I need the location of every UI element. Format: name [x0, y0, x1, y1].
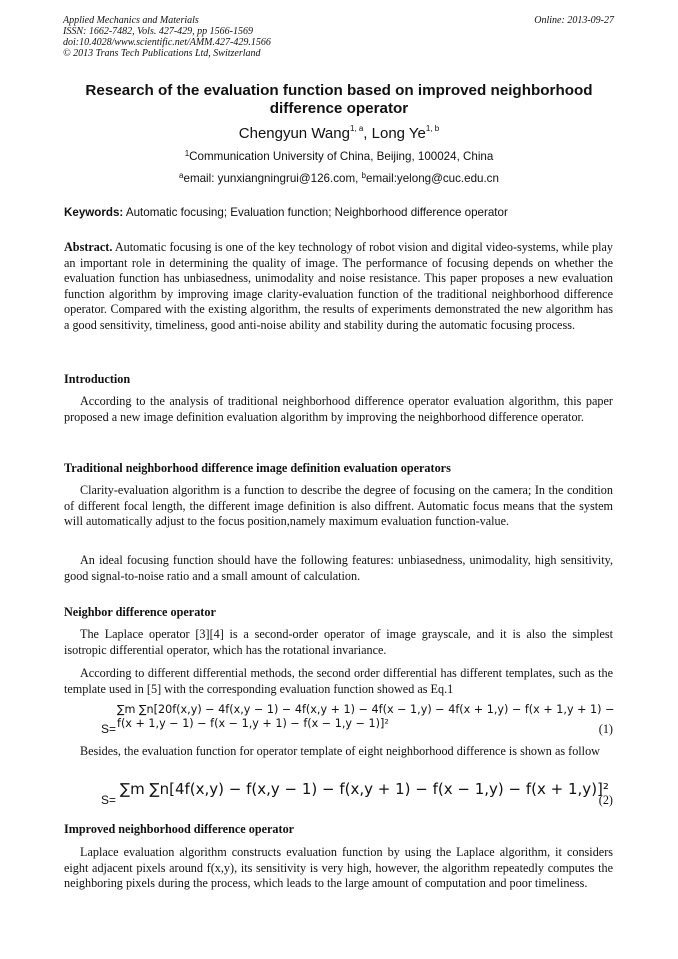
- abstract-label: Abstract.: [64, 240, 113, 254]
- author-2: Long Ye: [371, 125, 426, 142]
- neighbor-paragraph-3: Besides, the evaluation function for operator template of eight neighborhood difference is shown as follow: [80, 744, 600, 758]
- keywords-label: Keywords:: [64, 206, 124, 219]
- journal-header: [63, 15, 271, 59]
- equation-1: [117, 703, 614, 731]
- abstract-text: Automatic focusing is one of the key technology of robot vision and digital video-systems, while play an important role in determining the quality of image. The performance of focusing depends on whether the evaluation function has unbiasedness, unimodality and noise resistance. This paper proposes a new evaluation function algorithm by improving image clarity-evaluation function of the traditional neighborhood difference operator. Compared with the existing algorithm, the results of experiments demonstrated the new algorithm has a good sensitivity, timeliness, good anti-noise ability and stability during the automatic focusing process.: [64, 240, 613, 332]
- paper-title: [60, 82, 618, 118]
- copyright: © 2013 Trans Tech Publications Ltd, Switzerland: [63, 48, 261, 59]
- authors: [60, 125, 618, 142]
- author-2-sup: 1, b: [425, 124, 440, 133]
- equation-1-line-2: f(x + 1,y − 1) − f(x − 1,y + 1) − f(x − 1,y − 1)]²: [117, 717, 389, 730]
- neighbor-paragraph-2: According to different differential methods, the second order differential has different templates, such as the template used in [5] with the corresponding evaluation function showed as Eq.1: [64, 666, 613, 696]
- title-line-1: Research of the evaluation function based on improved neighborhood: [85, 82, 593, 99]
- neighbor-paragraph-1: The Laplace operator [3][4] is a second-order operator of image grayscale, and it is also the simplest isotropic differential operator, which has the rotational invariance.: [64, 627, 613, 657]
- equation-2: ∑m ∑n[4f(x,y) − f(x,y − 1) − f(x,y + 1) − f(x − 1,y) − f(x + 1,y)]²: [120, 780, 609, 798]
- affiliation-text: Communication University of China, Beijing, 100024, China: [189, 150, 494, 163]
- traditional-paragraph-2: An ideal focusing function should have the following features: unbiasedness, unimodality, high sensitivity, good signal-to-noise ratio and a small amount of calculation.: [64, 553, 613, 583]
- eq2-s-label: S=: [101, 793, 117, 807]
- email-a: email: yunxiangningrui@126.com,: [183, 172, 362, 185]
- journal-name: Applied Mechanics and Materials: [63, 15, 199, 26]
- intro-paragraph: According to the analysis of traditional neighborhood difference operator evaluation algorithm, this paper proposed a new image definition evaluation algorithm by improving the neighborhood difference operator.: [64, 394, 613, 424]
- equation-1-line-1: ∑m ∑n[20f(x,y) − 4f(x,y − 1) − 4f(x,y + 1) − 4f(x − 1,y) − 4f(x + 1,y) − f(x + 1,y + 1) −: [117, 703, 615, 716]
- author-1-sup: 1, a: [349, 124, 364, 133]
- improved-heading: Improved neighborhood difference operator: [64, 822, 295, 836]
- email-b-sup: b: [361, 171, 366, 180]
- eq1-s-label: S=: [101, 722, 117, 736]
- affiliation: [60, 150, 618, 163]
- traditional-paragraph-1: Clarity-evaluation algorithm is a function to describe the degree of focusing on the camera; In the condition of different focal length, the different image definition is also diffrent. Automatic focus means that the system will automatically adjust to the focus position,namely maximum evaluation function-value.: [64, 483, 613, 529]
- email-b: email:yelong@cuc.edu.cn: [366, 172, 499, 185]
- emails: [60, 172, 618, 185]
- author-1: Chengyun Wang: [238, 125, 350, 142]
- keywords-text: Automatic focusing; Evaluation function; Neighborhood difference operator: [123, 206, 508, 219]
- intro-heading: Introduction: [64, 372, 131, 386]
- title-line-2: difference operator: [269, 100, 409, 117]
- equation-1-number: (1): [598, 722, 613, 736]
- email-a-sup: a: [179, 171, 184, 180]
- issn: ISSN: 1662-7482, Vols. 427-429, pp 1566-1569: [63, 26, 253, 37]
- abstract: [64, 240, 613, 334]
- traditional-heading: Traditional neighborhood difference image definition evaluation operators: [64, 461, 451, 475]
- keywords: [64, 206, 508, 219]
- improved-paragraph: Laplace evaluation algorithm constructs evaluation function by using the Laplace algorithm, it considers eight adjacent pixels around f(x,y), its sensitivity is very high, however, the algorithm repeatedly computes the neighboring pixels during the process, which leads to the large amount of computation and poor timeliness.: [64, 845, 613, 891]
- doi: doi:10.4028/www.scientific.net/AMM.427-429.1566: [63, 37, 271, 48]
- author-sep: ,: [363, 125, 372, 142]
- neighbor-heading: Neighbor difference operator: [64, 605, 216, 619]
- online-date: Online: 2013-09-27: [534, 15, 614, 26]
- equation-2-number: (2): [598, 793, 613, 807]
- affiliation-sup: 1: [184, 149, 190, 158]
